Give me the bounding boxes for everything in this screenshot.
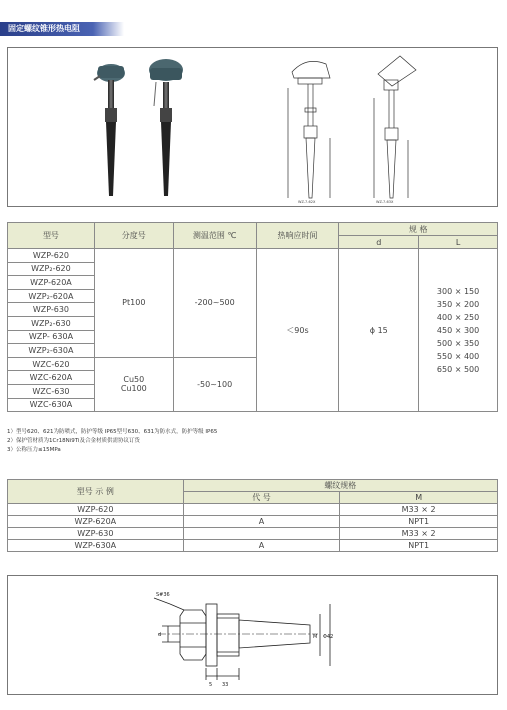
model-cell: WZC-620A bbox=[8, 371, 95, 385]
model-cell: WZC-630 bbox=[8, 384, 95, 398]
model-cell: WZP₂-630 bbox=[8, 316, 95, 330]
range-pt: -200~500 bbox=[173, 249, 256, 358]
outline-drawing-2 bbox=[374, 56, 416, 198]
th-thread: 螺纹规格 bbox=[183, 480, 497, 492]
L-value: 650 × 500 bbox=[436, 364, 480, 374]
thread-drawing-panel bbox=[7, 575, 498, 695]
th-response: 热响应时间 bbox=[256, 223, 339, 249]
note-3: 3）公称压力≤15MPa bbox=[7, 447, 61, 453]
row-code: A bbox=[183, 516, 340, 528]
drawing-caption-2: WZ-7-63X bbox=[376, 200, 394, 204]
th-graduation: 分度号 bbox=[94, 223, 173, 249]
model-cell: WZP-620A bbox=[8, 276, 95, 290]
L-value: 400 × 250 bbox=[436, 312, 480, 322]
drawing-lines bbox=[154, 598, 330, 680]
note-1: 1）型号620、621为防喷式，防护等级 IP65型号630、631为防水式，防护等级 IP65 bbox=[7, 429, 218, 435]
th-M: M bbox=[340, 492, 498, 504]
graduation-pt: Pt100 bbox=[94, 249, 173, 358]
sensor-photo-1 bbox=[94, 64, 125, 196]
th-code: 代 号 bbox=[183, 492, 340, 504]
L-value: 500 × 350 bbox=[436, 338, 480, 348]
row-code bbox=[183, 528, 340, 540]
range-cu: -50~100 bbox=[173, 357, 256, 411]
label-s: 5 bbox=[209, 682, 213, 688]
th-range: 测温范围 ℃ bbox=[173, 223, 256, 249]
label-hex: S#36 bbox=[156, 592, 170, 598]
product-image-panel bbox=[7, 47, 498, 207]
row-m: M33 × 2 bbox=[340, 504, 498, 516]
thread-drawing bbox=[8, 576, 497, 694]
graduation-cu50: Cu50 bbox=[123, 375, 145, 385]
table-row bbox=[8, 504, 498, 516]
row-model: WZP-630 bbox=[8, 528, 184, 540]
row-m: NPT1 bbox=[340, 516, 498, 528]
label-d: d bbox=[158, 632, 162, 638]
table-row bbox=[8, 528, 498, 540]
response-cell: ＜90s bbox=[256, 249, 339, 412]
outline-drawing-1 bbox=[288, 61, 330, 198]
product-illustrations bbox=[8, 48, 497, 206]
table-row bbox=[8, 516, 498, 528]
model-cell: WZP₂-630A bbox=[8, 344, 95, 358]
model-cell: WZC-630A bbox=[8, 398, 95, 412]
L-value: 550 × 400 bbox=[436, 351, 480, 361]
notes bbox=[7, 428, 217, 455]
section-title: 固定螺纹锥形热电阻 bbox=[0, 22, 124, 36]
model-cell: WZC-620 bbox=[8, 357, 95, 371]
graduation-cu bbox=[94, 357, 173, 411]
label-length: 33 bbox=[222, 682, 229, 688]
row-code bbox=[183, 504, 340, 516]
th-example: 型号 示 例 bbox=[8, 480, 184, 504]
row-model: WZP-620A bbox=[8, 516, 184, 528]
row-code: A bbox=[183, 540, 340, 552]
row-model: WZP-620 bbox=[8, 504, 184, 516]
L-value: 350 × 200 bbox=[436, 299, 480, 309]
model-cell: WZP-630 bbox=[8, 303, 95, 317]
th-d: d bbox=[339, 236, 419, 249]
graduation-cu100: Cu100 bbox=[120, 384, 147, 394]
model-cell: WZP-620 bbox=[8, 249, 95, 263]
L-cell bbox=[419, 249, 498, 412]
row-m: NPT1 bbox=[340, 540, 498, 552]
th-L: L bbox=[419, 236, 498, 249]
row-model: WZP-630A bbox=[8, 540, 184, 552]
spec-table bbox=[7, 222, 498, 412]
label-M: M bbox=[313, 634, 318, 640]
th-model: 型号 bbox=[8, 223, 95, 249]
d-cell: ϕ 15 bbox=[339, 249, 419, 412]
model-cell: WZP₂-620 bbox=[8, 262, 95, 276]
L-value: 300 × 150 bbox=[436, 286, 480, 296]
thread-table bbox=[7, 479, 498, 552]
model-cell: WZP- 630A bbox=[8, 330, 95, 344]
L-value: 450 × 300 bbox=[436, 325, 480, 335]
model-cell: WZP₂-620A bbox=[8, 289, 95, 303]
drawing-caption-1: WZ-7-62X bbox=[298, 200, 316, 204]
th-spec: 规 格 bbox=[339, 223, 498, 236]
note-2: 2）保护管材质为1Cr18Ni9Ti及合金材质供需协议订货 bbox=[7, 438, 140, 444]
sensor-photo-2 bbox=[149, 59, 183, 196]
row-m: M33 × 2 bbox=[340, 528, 498, 540]
label-D: Φ42 bbox=[323, 634, 334, 640]
table-row bbox=[8, 540, 498, 552]
